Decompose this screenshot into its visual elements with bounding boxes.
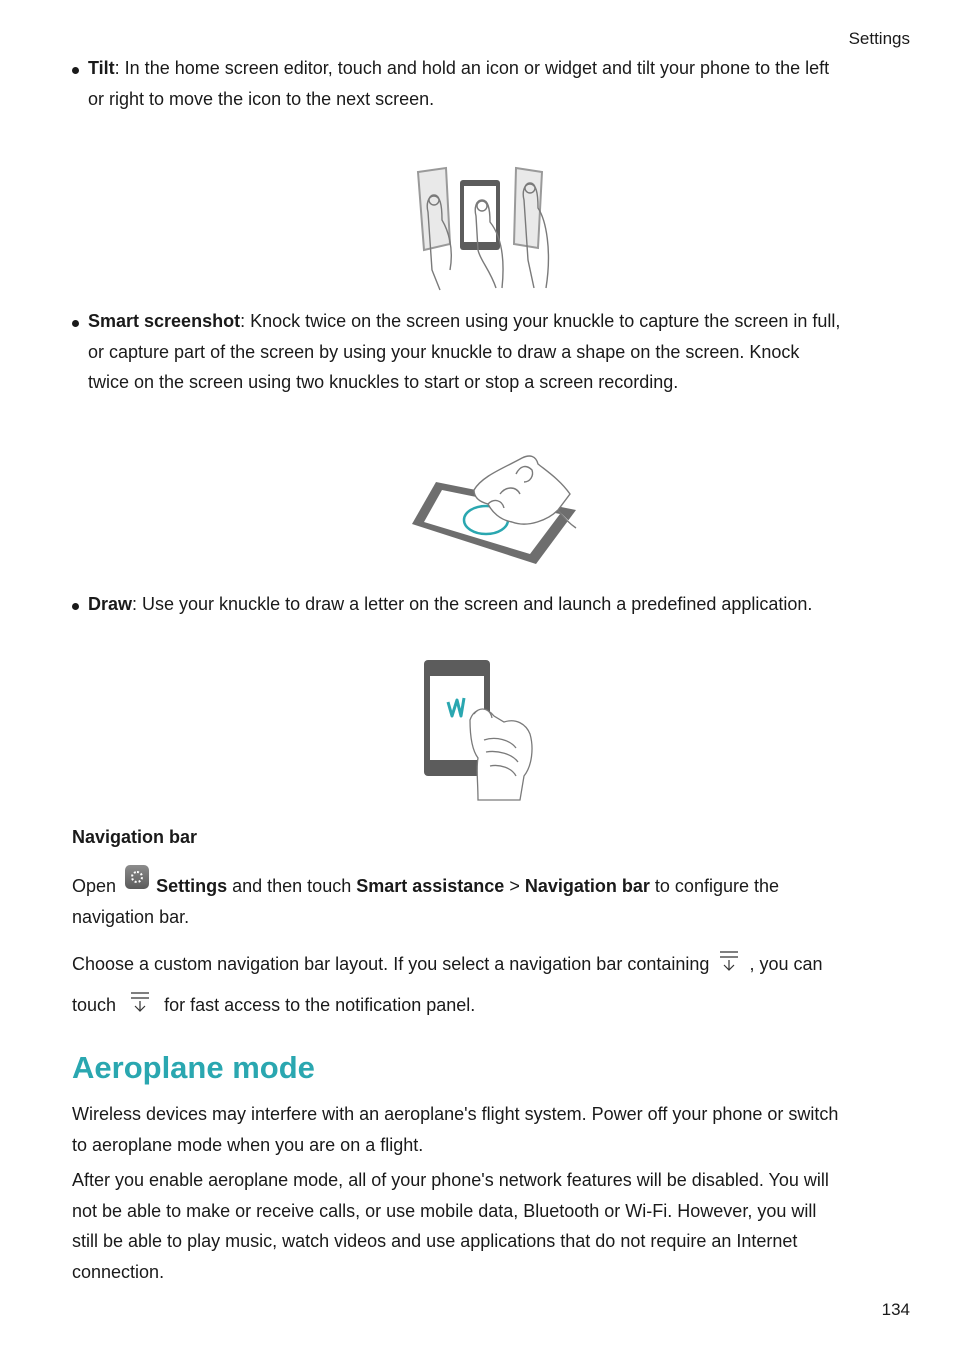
nav-separator: > xyxy=(509,876,520,896)
draw-illustration xyxy=(420,658,540,803)
draw-text: : Use your knuckle to draw a letter on the screen and launch a predefined application. xyxy=(132,594,813,614)
bullet-dot xyxy=(72,67,79,74)
smart-screenshot-text-line3: twice on the screen using two knuckles to start or stop a screen recording. xyxy=(88,372,679,392)
nav-p2-line2-start: touch xyxy=(72,995,117,1015)
aeroplane-p2-line2: not be able to make or receive calls, or use mobile data, Bluetooth or Wi-Fi. However, you will xyxy=(72,1200,817,1221)
bullet-dot xyxy=(72,320,79,327)
navigation-bar-heading: Navigation bar xyxy=(72,827,198,847)
nav-smart-assistance-term: Smart assistance xyxy=(356,876,505,896)
smart-screenshot-text-line2: or capture part of the screen by using your knuckle to draw a shape on the screen. Knock xyxy=(88,341,800,362)
navigation-bar-paragraph-2 xyxy=(72,944,902,1026)
nav-settings-term: Settings xyxy=(156,876,228,896)
aeroplane-p2-line4: connection. xyxy=(72,1261,165,1282)
nav-p2-line2-end: for fast access to the notification panel. xyxy=(164,995,476,1015)
nav-open-text: Open xyxy=(72,876,117,896)
smart-screenshot-term: Smart screenshot xyxy=(88,311,241,331)
bullet-dot xyxy=(72,603,79,610)
aeroplane-p2-line3: still be able to play music, watch videos and use applications that do not require an Internet xyxy=(72,1231,798,1251)
aeroplane-p1-line2: to aeroplane mode when you are on a flight. xyxy=(72,1134,424,1155)
nav-end-text: to configure the xyxy=(654,876,780,896)
nav-line2-text: navigation bar. xyxy=(72,906,190,927)
tilt-text-line1: : In the home screen editor, touch and hold an icon or widget and tilt your phone to the left xyxy=(114,58,830,78)
smart-screenshot-text-line1: : Knock twice on the screen using your knuckle to capture the screen in full, xyxy=(240,311,841,331)
settings-gear-icon xyxy=(125,865,149,889)
nav-navigation-bar-term: Navigation bar xyxy=(524,876,650,896)
aeroplane-p1-line1: Wireless devices may interfere with an aeroplane's flight system. Power off your phone or switch xyxy=(72,1104,839,1124)
nav-p2-line1-start: Choose a custom navigation bar layout. If you select a navigation bar containing xyxy=(72,954,710,974)
navigation-bar-paragraph-1 xyxy=(72,868,892,932)
tilt-term: Tilt xyxy=(88,58,115,78)
tilt-text-line2: or right to move the icon to the next screen. xyxy=(88,88,435,109)
notification-pull-down-icon xyxy=(129,990,151,1014)
draw-paragraph xyxy=(88,589,918,620)
nav-p2-line1-end: , you can xyxy=(749,954,823,974)
page-header-section: Settings xyxy=(848,29,910,48)
aeroplane-p2-line1: After you enable aeroplane mode, all of your phone's network features will be disabled. You will xyxy=(72,1170,829,1190)
nav-mid-text: and then touch xyxy=(232,876,352,896)
aeroplane-mode-paragraph-2 xyxy=(72,1165,912,1287)
aeroplane-mode-title: Aeroplane mode xyxy=(72,1050,315,1085)
page-number: 134 xyxy=(881,1300,910,1319)
tilt-illustration xyxy=(410,160,580,290)
notification-pull-down-icon xyxy=(718,949,740,973)
draw-term: Draw xyxy=(88,594,133,614)
aeroplane-mode-paragraph-1 xyxy=(72,1099,912,1160)
smart-screenshot-illustration xyxy=(408,450,578,570)
smart-screenshot-paragraph xyxy=(88,306,918,398)
tilt-paragraph xyxy=(88,53,908,114)
